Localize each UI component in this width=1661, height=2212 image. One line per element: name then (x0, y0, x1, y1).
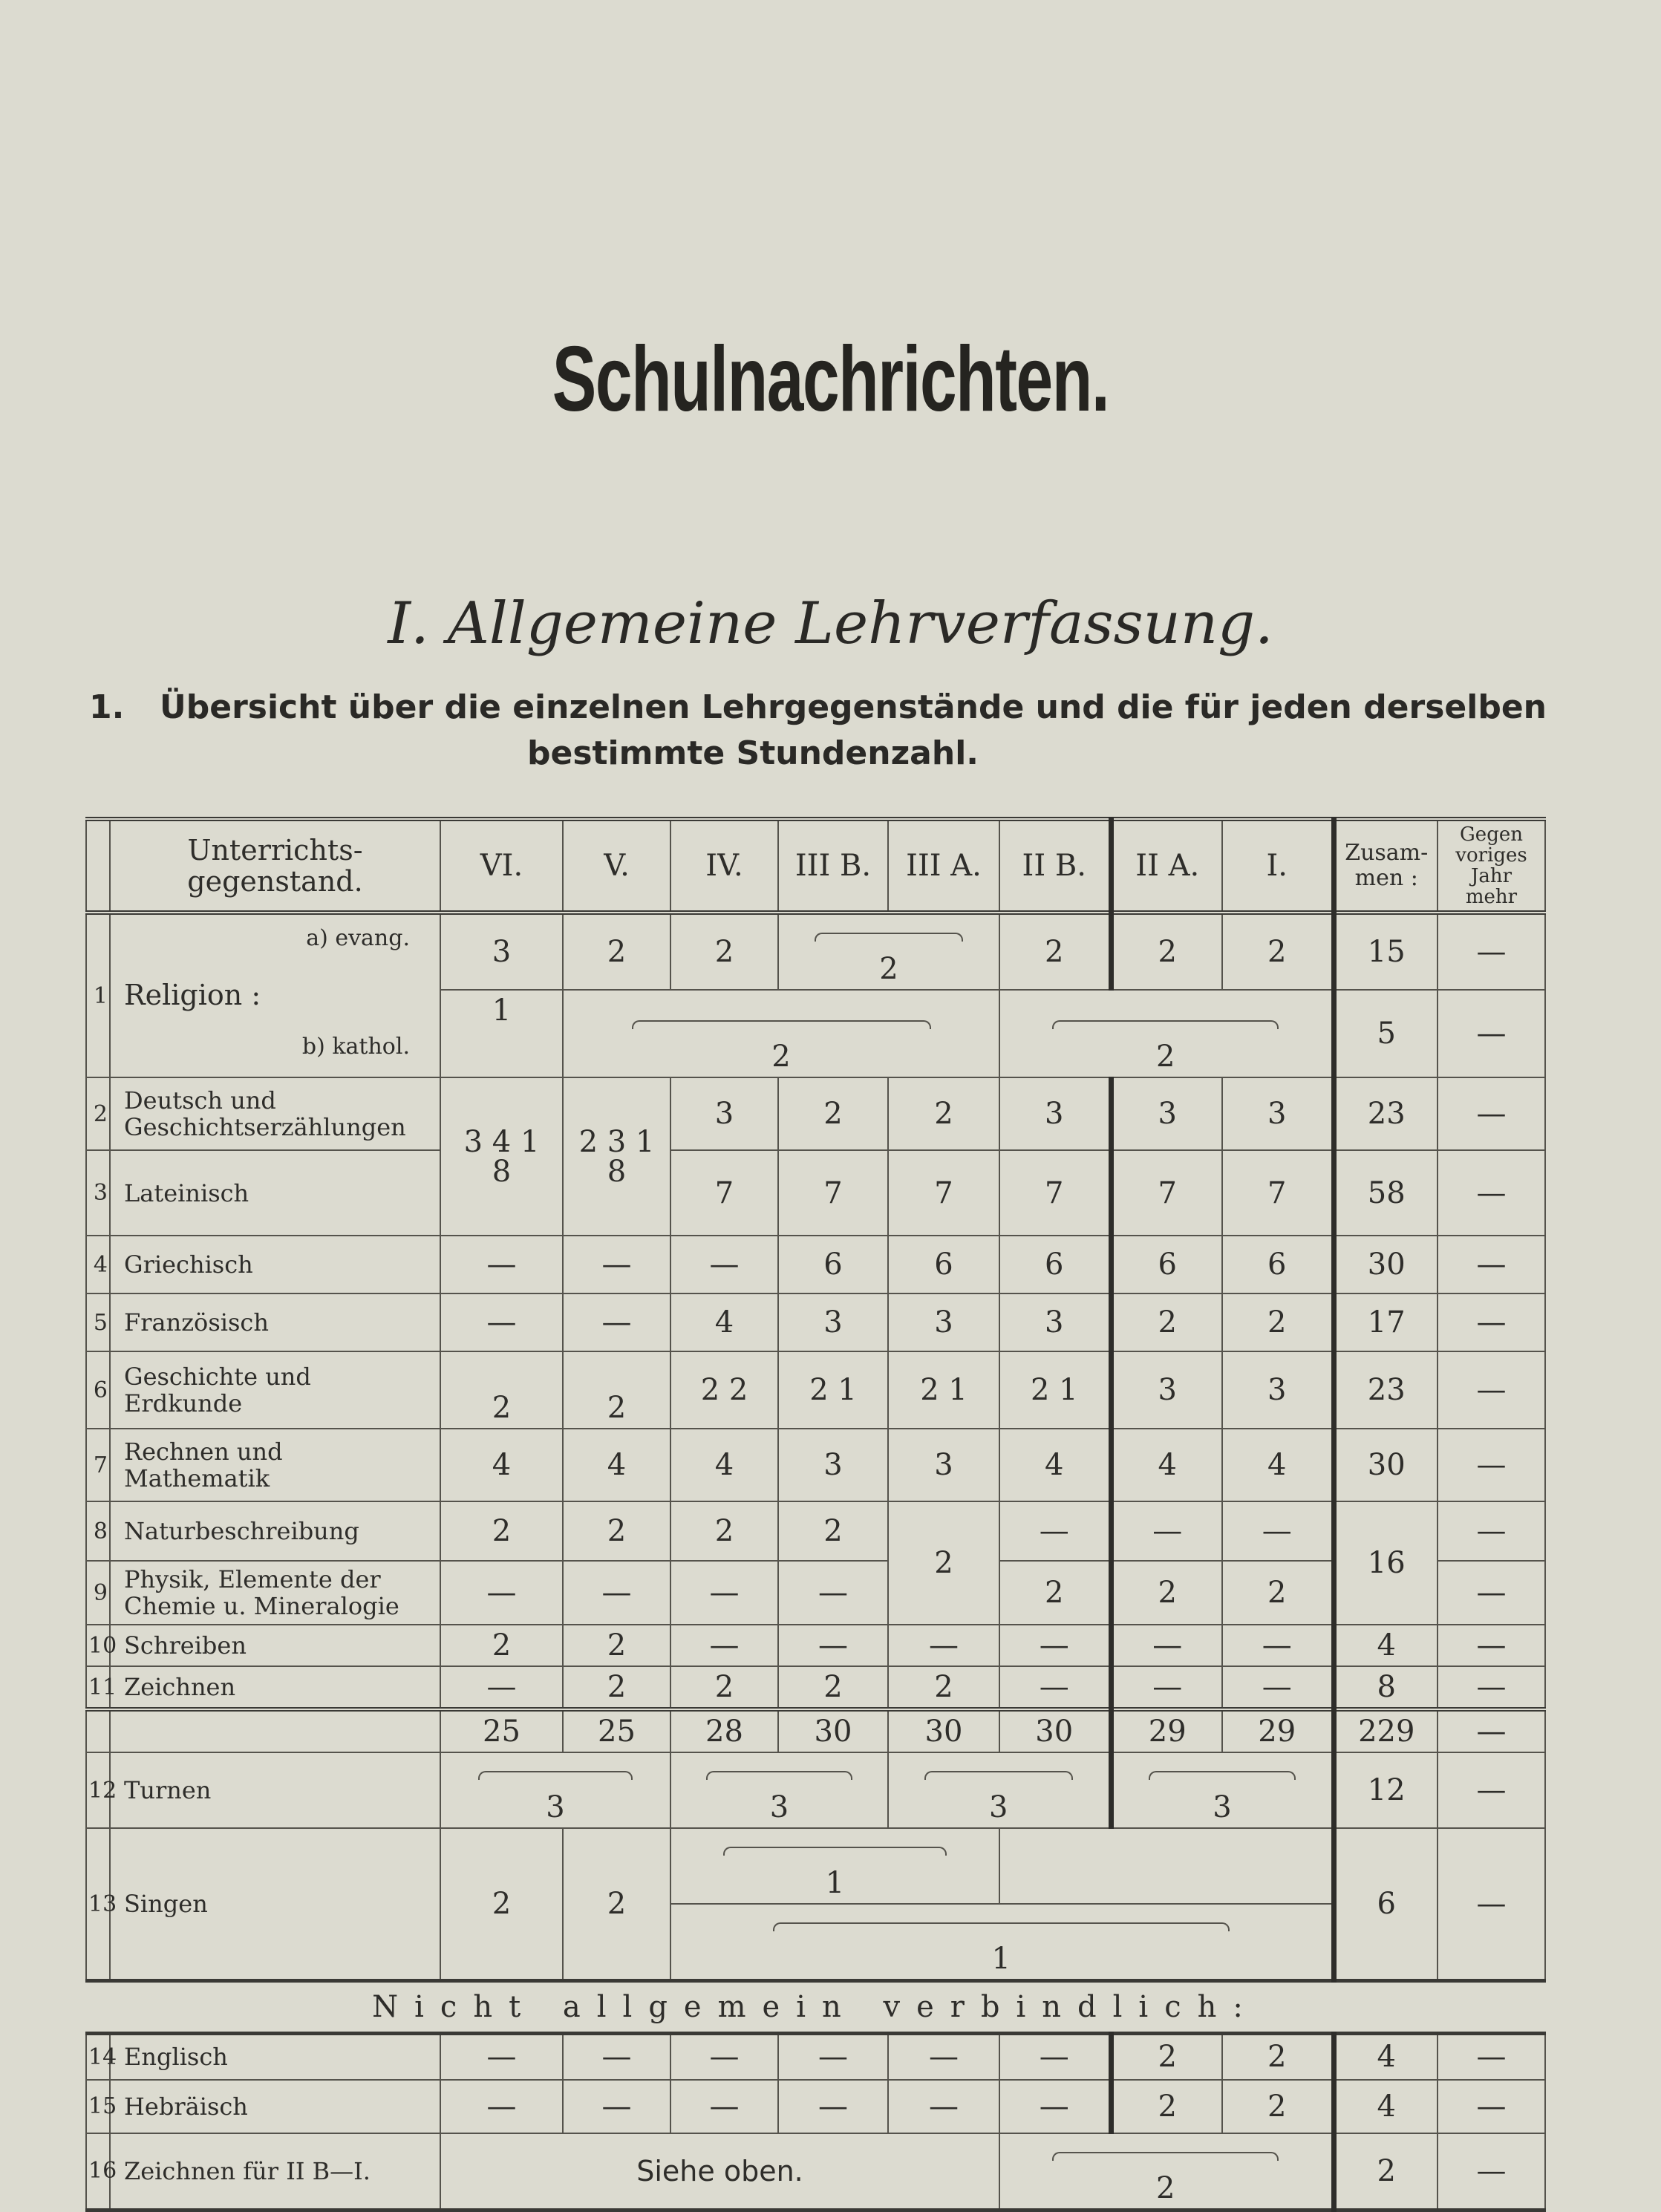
table-cell: 2 (778, 1501, 888, 1561)
table-cell: 2 (1222, 913, 1334, 990)
table-cell: 2 (563, 1351, 670, 1429)
table-row (86, 1625, 1545, 1666)
sum-cell: 29 (1222, 1709, 1334, 1752)
subject-cell: Turnen (110, 1752, 440, 1828)
brace (924, 1771, 1073, 1780)
class-header: III B. (778, 819, 888, 913)
table-cell: 2 (1111, 2080, 1222, 2133)
split-value: 8 (607, 1154, 627, 1189)
table-cell: 7 (778, 1150, 888, 1236)
table-cell: 4 (1222, 1429, 1334, 1501)
subject-cell: Deutsch und Geschichtserzählungen (110, 1077, 440, 1150)
table-cell: — (440, 2034, 563, 2080)
lesson-table (85, 817, 1546, 2212)
sum-cell: 29 (1111, 1709, 1222, 1752)
kathol-right: 2 (1156, 1040, 1175, 1074)
banner-text: Nicht allgemein verbindlich: (86, 1981, 1545, 2034)
table-cell: 3 (1111, 1351, 1222, 1429)
empty-cell (999, 1828, 1334, 1904)
table-cell: 4 (999, 1429, 1111, 1501)
class-header: I. (1222, 819, 1334, 913)
table-cell: 4 (440, 1429, 563, 1501)
row-number: 2 (86, 1077, 110, 1150)
table-cell: — (999, 2034, 1111, 2080)
change-cell: — (1438, 1666, 1545, 1709)
total-cell: 58 (1334, 1150, 1438, 1236)
sub-heading (89, 685, 1574, 777)
brace (1149, 1771, 1296, 1780)
brace (478, 1771, 633, 1780)
table-cell: — (563, 2034, 670, 2080)
brace (632, 1020, 931, 1029)
table-row (86, 1293, 1545, 1351)
table-cell: 2 1 (888, 1351, 999, 1429)
table-cell: 6 (1111, 1236, 1222, 1293)
total-cell: 15 (1334, 913, 1438, 990)
table-row (86, 1077, 1545, 1150)
change-cell: — (1438, 2133, 1545, 2211)
table-cell (440, 990, 563, 1077)
table-cell: 7 (888, 1150, 999, 1236)
subject-header: Unterrichts- gegenstand. (110, 819, 440, 913)
table-cell: 2 (1111, 1293, 1222, 1351)
table-cell: 7 (999, 1150, 1111, 1236)
table-cell (670, 1904, 1334, 1981)
change-cell: — (1438, 1077, 1545, 1150)
table-cell: 2 (563, 1666, 670, 1709)
table-cell: — (563, 1561, 670, 1625)
shared-value: 3 (546, 1790, 565, 1824)
header-row (86, 819, 1545, 913)
table-row (86, 2080, 1545, 2133)
nr-header (86, 819, 110, 913)
total-cell: 30 (1334, 1236, 1438, 1293)
shared-value: 3 (769, 1790, 789, 1824)
table-cell: 4 (670, 1429, 778, 1501)
table-cell: 2 (778, 1666, 888, 1709)
shared-value: 3 (989, 1790, 1008, 1824)
change-cell: — (1438, 913, 1545, 990)
kathol-top: 1 (492, 994, 512, 1028)
table-row (86, 1561, 1545, 1625)
brace (723, 1847, 947, 1856)
change-cell: — (1438, 1293, 1545, 1351)
row-number: 14 (86, 2034, 110, 2080)
total-cell: 5 (1334, 990, 1438, 1077)
table-cell: 2 1 (778, 1351, 888, 1429)
subject-cell: Griechisch (110, 1236, 440, 1293)
shared-value: 2 (1156, 2170, 1175, 2205)
sum-cell: 30 (999, 1709, 1111, 1752)
table-cell (563, 990, 999, 1077)
table-cell (440, 1077, 563, 1236)
change-cell: — (1438, 1752, 1545, 1828)
sum-cell: 25 (563, 1709, 670, 1752)
split-value: 2 3 1 (578, 1124, 655, 1159)
table-cell: — (778, 1625, 888, 1666)
total-cell: 4 (1334, 1625, 1438, 1666)
subject-cell: Geschichte und Erdkunde (110, 1351, 440, 1429)
subject-cell: Hebräisch (110, 2080, 440, 2133)
subject-cell: Rechnen und Mathematik (110, 1429, 440, 1501)
subject-cell: Physik, Elemente der Chemie u. Mineralogie (110, 1561, 440, 1625)
table-cell: 7 (1222, 1150, 1334, 1236)
subject-cell (110, 913, 440, 1077)
table-cell: 4 (1111, 1429, 1222, 1501)
row-number: 12 (86, 1752, 110, 1828)
table-cell: 3 (778, 1293, 888, 1351)
brace (1052, 2152, 1279, 2161)
row-number: 16 (86, 2133, 110, 2211)
table-cell: — (563, 1236, 670, 1293)
table-cell (999, 2133, 1334, 2211)
subject-cell: Singen (110, 1828, 440, 1981)
empty-cell (86, 1709, 110, 1752)
row-number: 8 (86, 1501, 110, 1561)
change-cell: — (1438, 1828, 1545, 1981)
table-row (86, 2034, 1545, 2080)
table-cell: 2 (1222, 1561, 1334, 1625)
table-cell: — (888, 2034, 999, 2080)
table-cell: 2 (563, 1625, 670, 1666)
total-cell: 6 (1334, 1828, 1438, 1981)
row-number: 10 (86, 1625, 110, 1666)
total-cell: 23 (1334, 1077, 1438, 1150)
shared-value: 2 (879, 952, 898, 986)
table-cell: — (1111, 1625, 1222, 1666)
table-cell (1111, 1752, 1334, 1828)
table-cell: — (670, 1625, 778, 1666)
table-cell: 3 (888, 1293, 999, 1351)
table-row (86, 1150, 1545, 1236)
sum-cell: 28 (670, 1709, 778, 1752)
table-cell: 2 (1222, 2080, 1334, 2133)
row-number: 1 (86, 913, 110, 1077)
kathol-left: 2 (771, 1040, 791, 1074)
split-value: 3 4 1 (463, 1124, 540, 1159)
class-header: III A. (888, 819, 999, 913)
table-cell: — (440, 1293, 563, 1351)
singen-upper: 1 (825, 1866, 845, 1900)
table-cell: 2 (1111, 1561, 1222, 1625)
sum-row (86, 1709, 1545, 1752)
change-cell: — (1438, 2080, 1545, 2133)
table-cell: 6 (888, 1236, 999, 1293)
table-cell: 2 (440, 1828, 563, 1981)
brace (815, 933, 963, 942)
total-cell: 8 (1334, 1666, 1438, 1709)
row-number: 15 (86, 2080, 110, 2133)
change-cell: — (1438, 1709, 1545, 1752)
table-cell: — (1222, 1625, 1334, 1666)
row-number: 11 (86, 1666, 110, 1709)
table-cell: 2 2 (670, 1351, 778, 1429)
table-cell: — (999, 1501, 1111, 1561)
table-cell: 7 (670, 1150, 778, 1236)
sub-heading-line2: bestimmte Stundenzahl. (527, 734, 979, 772)
kathol-label: b) kathol. (301, 1034, 410, 1060)
table-cell: — (1111, 1666, 1222, 1709)
table-cell: — (1111, 1501, 1222, 1561)
table-cell (440, 1752, 670, 1828)
total-cell: 4 (1334, 2034, 1438, 2080)
subject-cell: Französisch (110, 1293, 440, 1351)
table-row (86, 1752, 1545, 1828)
table-cell: — (778, 1561, 888, 1625)
see-above-cell (440, 2133, 999, 2211)
table-cell: 2 (563, 913, 670, 990)
table-cell: — (440, 1666, 563, 1709)
change-cell: — (1438, 1236, 1545, 1293)
table-cell: 2 (888, 1501, 999, 1625)
total-header: Zusam- men : (1334, 819, 1438, 913)
table-cell: — (670, 1236, 778, 1293)
singen-lower: 1 (991, 1942, 1011, 1976)
table-cell (563, 1077, 670, 1236)
row-number: 9 (86, 1561, 110, 1625)
class-header: IV. (670, 819, 778, 913)
table-cell: — (999, 1666, 1111, 1709)
table-cell: 6 (1222, 1236, 1334, 1293)
table-cell: 2 (563, 1501, 670, 1561)
subject-cell: Lateinisch (110, 1150, 440, 1236)
shared-value: 3 (1213, 1790, 1232, 1824)
table-cell: — (1222, 1666, 1334, 1709)
table-cell: — (440, 2080, 563, 2133)
brace (706, 1771, 852, 1780)
sub-heading-line1: Übersicht über die einzelnen Lehrgegenstände und die für jeden derselben (160, 688, 1547, 726)
table-row (86, 1429, 1545, 1501)
table-cell (778, 913, 999, 990)
table-cell (999, 990, 1334, 1077)
change-cell: — (1438, 1561, 1545, 1625)
table-cell: — (670, 2080, 778, 2133)
total-cell: 2 (1334, 2133, 1438, 2211)
change-cell: — (1438, 1625, 1545, 1666)
table-row (86, 1828, 1545, 1904)
table-cell: 3 (999, 1293, 1111, 1351)
table-row (86, 1236, 1545, 1293)
change-header: Gegen voriges Jahr mehr (1438, 819, 1545, 913)
table-cell: 4 (563, 1429, 670, 1501)
table-cell: 2 (440, 1351, 563, 1429)
table-row (86, 1666, 1545, 1709)
table-cell: — (563, 1293, 670, 1351)
table-cell: 3 (670, 1077, 778, 1150)
table-cell: 2 (999, 913, 1111, 990)
table-cell: 2 (440, 1501, 563, 1561)
table-cell: 2 (670, 913, 778, 990)
table-row (86, 1351, 1545, 1429)
total-cell: 16 (1334, 1501, 1438, 1625)
evang-label: a) evang. (306, 925, 410, 951)
row-number: 6 (86, 1351, 110, 1429)
sum-cell: 25 (440, 1709, 563, 1752)
change-cell: — (1438, 1501, 1545, 1561)
subject-cell: Naturbeschreibung (110, 1501, 440, 1561)
subject-cell: Schreiben (110, 1625, 440, 1666)
change-cell: — (1438, 990, 1545, 1077)
total-cell: 12 (1334, 1752, 1438, 1828)
religion-label: Religion : (124, 979, 261, 1011)
class-header: V. (563, 819, 670, 913)
table-cell: 2 (1111, 913, 1222, 990)
table-cell: 3 (778, 1429, 888, 1501)
table-cell: 2 (670, 1666, 778, 1709)
table-cell: — (440, 1236, 563, 1293)
table-cell: — (440, 1561, 563, 1625)
table-row (86, 2133, 1545, 2211)
brace (773, 1922, 1230, 1931)
table-cell: 6 (999, 1236, 1111, 1293)
table-cell: 2 (1111, 2034, 1222, 2080)
table-row (86, 913, 1545, 990)
subject-cell: Zeichnen für II B—I. (110, 2133, 440, 2211)
table-cell: — (888, 2080, 999, 2133)
table-cell: 7 (1111, 1150, 1222, 1236)
banner-row (86, 1981, 1545, 2034)
class-header: II B. (999, 819, 1111, 913)
table-row (86, 1501, 1545, 1561)
table-cell: 3 (1111, 1077, 1222, 1150)
table-cell: 2 (563, 1828, 670, 1981)
table-cell (670, 1752, 888, 1828)
section-heading: I. Allgemeine Lehrverfassung. (388, 590, 1273, 657)
table-cell: 2 (888, 1077, 999, 1150)
row-number: 7 (86, 1429, 110, 1501)
table-cell (888, 1752, 1111, 1828)
table-cell: — (888, 1625, 999, 1666)
table-cell: — (670, 2034, 778, 2080)
table-cell: 3 (888, 1429, 999, 1501)
change-cell: — (1438, 1150, 1545, 1236)
table-cell: 2 (670, 1501, 778, 1561)
sum-cell: 30 (778, 1709, 888, 1752)
table-cell: — (778, 2080, 888, 2133)
table-cell: 4 (670, 1293, 778, 1351)
table-cell: 2 1 (999, 1351, 1111, 1429)
split-value: 8 (492, 1154, 512, 1189)
page-title: Schulnachrichten. (552, 328, 1109, 431)
total-cell: 17 (1334, 1293, 1438, 1351)
class-header: II A. (1111, 819, 1222, 913)
table-cell: — (999, 2080, 1111, 2133)
sub-heading-number: 1. (89, 688, 125, 726)
total-cell: 4 (1334, 2080, 1438, 2133)
subject-cell: Zeichnen (110, 1666, 440, 1709)
row-number: 4 (86, 1236, 110, 1293)
row-number: 13 (86, 1828, 110, 1981)
table-cell: 2 (778, 1077, 888, 1150)
table-cell: 6 (778, 1236, 888, 1293)
change-cell: — (1438, 2034, 1545, 2080)
change-cell: — (1438, 1429, 1545, 1501)
empty-cell (110, 1709, 440, 1752)
table-cell: 2 (999, 1561, 1111, 1625)
table-cell: 2 (1222, 1293, 1334, 1351)
table-cell: — (1222, 1501, 1334, 1561)
total-cell: 23 (1334, 1351, 1438, 1429)
table-cell: 3 (440, 913, 563, 990)
brace (1052, 1020, 1279, 1029)
subject-cell: Englisch (110, 2034, 440, 2080)
table-cell: — (778, 2034, 888, 2080)
see-above-text: Siehe oben. (636, 2154, 803, 2187)
row-number: 5 (86, 1293, 110, 1351)
table-cell: — (563, 2080, 670, 2133)
change-cell: — (1438, 1351, 1545, 1429)
table-cell: — (670, 1561, 778, 1625)
total-cell: 229 (1334, 1709, 1438, 1752)
table-cell: 3 (1222, 1351, 1334, 1429)
sum-cell: 30 (888, 1709, 999, 1752)
table-cell: 2 (1222, 2034, 1334, 2080)
table-cell: 3 (999, 1077, 1111, 1150)
table-cell: 2 (888, 1666, 999, 1709)
total-cell: 30 (1334, 1429, 1438, 1501)
row-number: 3 (86, 1150, 110, 1236)
table-cell (670, 1828, 999, 1904)
table-cell: 3 (1222, 1077, 1334, 1150)
class-header: VI. (440, 819, 563, 913)
table-cell: 2 (440, 1625, 563, 1666)
table-cell: — (999, 1625, 1111, 1666)
